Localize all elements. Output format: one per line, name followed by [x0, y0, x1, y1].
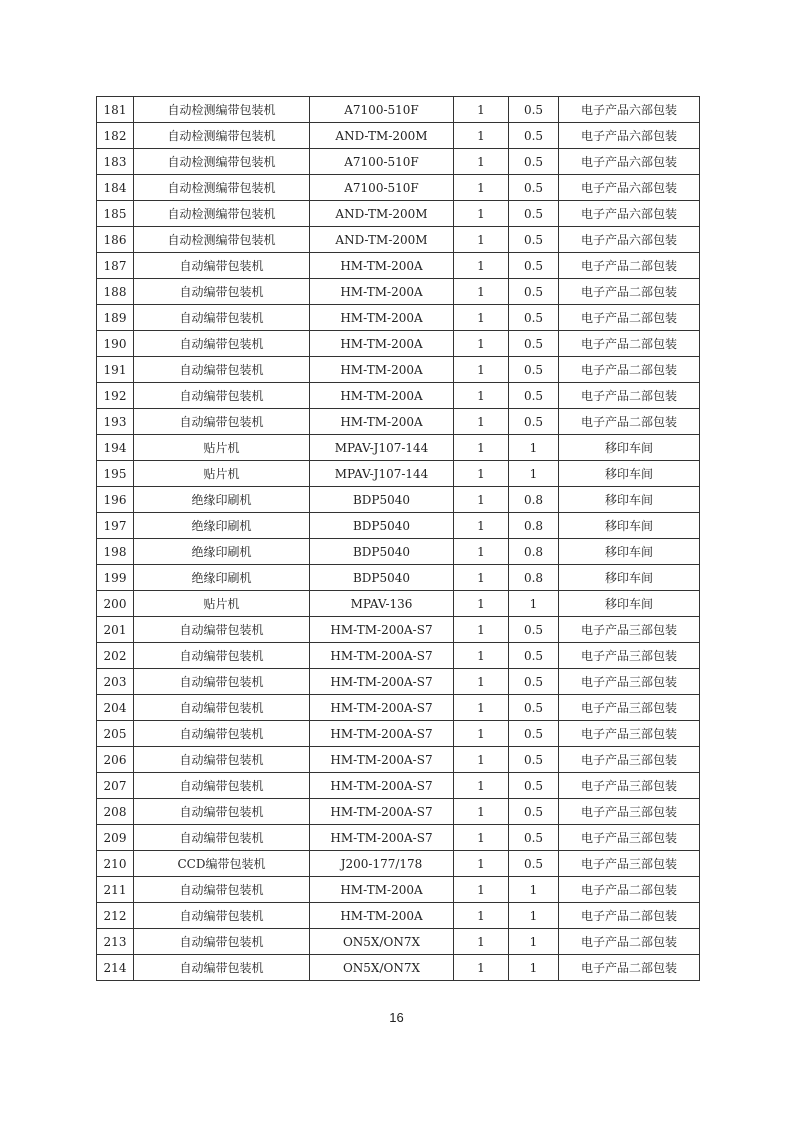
power-cell: 0.8 — [509, 513, 559, 539]
location-cell: 电子产品三部包装 — [559, 851, 700, 877]
table-row — [97, 513, 700, 539]
table-row — [97, 539, 700, 565]
model-cell: HM-TM-200A — [310, 877, 454, 903]
row-number-cell: 213 — [97, 929, 134, 955]
row-number-cell: 212 — [97, 903, 134, 929]
power-cell: 0.5 — [509, 123, 559, 149]
power-cell: 0.5 — [509, 617, 559, 643]
power-cell: 1 — [509, 435, 559, 461]
model-cell: HM-TM-200A — [310, 253, 454, 279]
location-cell: 移印车间 — [559, 461, 700, 487]
equipment-name-cell: 自动编带包装机 — [134, 773, 310, 799]
quantity-cell: 1 — [454, 487, 509, 513]
equipment-name-cell: 自动编带包装机 — [134, 747, 310, 773]
table-row — [97, 435, 700, 461]
location-cell: 电子产品二部包装 — [559, 409, 700, 435]
quantity-cell: 1 — [454, 773, 509, 799]
equipment-name-cell: 自动编带包装机 — [134, 357, 310, 383]
table-row — [97, 97, 700, 123]
equipment-name-cell: 自动编带包装机 — [134, 695, 310, 721]
location-cell: 电子产品三部包装 — [559, 617, 700, 643]
row-number-cell: 189 — [97, 305, 134, 331]
row-number-cell: 190 — [97, 331, 134, 357]
equipment-name-cell: 自动编带包装机 — [134, 721, 310, 747]
row-number-cell: 184 — [97, 175, 134, 201]
quantity-cell: 1 — [454, 695, 509, 721]
equipment-name-cell: 自动编带包装机 — [134, 643, 310, 669]
equipment-name-cell: 自动编带包装机 — [134, 877, 310, 903]
location-cell: 电子产品三部包装 — [559, 669, 700, 695]
model-cell: J200-177/178 — [310, 851, 454, 877]
model-cell: MPAV-136 — [310, 591, 454, 617]
location-cell: 移印车间 — [559, 539, 700, 565]
row-number-cell: 214 — [97, 955, 134, 981]
row-number-cell: 205 — [97, 721, 134, 747]
table-row — [97, 565, 700, 591]
row-number-cell: 197 — [97, 513, 134, 539]
table-row — [97, 877, 700, 903]
quantity-cell: 1 — [454, 227, 509, 253]
row-number-cell: 183 — [97, 149, 134, 175]
model-cell: HM-TM-200A-S7 — [310, 669, 454, 695]
model-cell: HM-TM-200A-S7 — [310, 825, 454, 851]
table-row — [97, 721, 700, 747]
quantity-cell: 1 — [454, 877, 509, 903]
table-row — [97, 903, 700, 929]
equipment-name-cell: 绝缘印刷机 — [134, 513, 310, 539]
row-number-cell: 192 — [97, 383, 134, 409]
power-cell: 0.5 — [509, 773, 559, 799]
row-number-cell: 209 — [97, 825, 134, 851]
equipment-name-cell: 自动检测编带包装机 — [134, 123, 310, 149]
quantity-cell: 1 — [454, 929, 509, 955]
row-number-cell: 191 — [97, 357, 134, 383]
model-cell: HM-TM-200A-S7 — [310, 721, 454, 747]
quantity-cell: 1 — [454, 903, 509, 929]
table-row — [97, 383, 700, 409]
model-cell: ON5X/ON7X — [310, 929, 454, 955]
quantity-cell: 1 — [454, 617, 509, 643]
quantity-cell: 1 — [454, 409, 509, 435]
power-cell: 0.5 — [509, 253, 559, 279]
location-cell: 移印车间 — [559, 487, 700, 513]
model-cell: HM-TM-200A — [310, 331, 454, 357]
equipment-name-cell: 自动编带包装机 — [134, 903, 310, 929]
location-cell: 电子产品三部包装 — [559, 747, 700, 773]
location-cell: 移印车间 — [559, 513, 700, 539]
power-cell: 0.5 — [509, 721, 559, 747]
row-number-cell: 200 — [97, 591, 134, 617]
model-cell: MPAV-J107-144 — [310, 461, 454, 487]
power-cell: 0.5 — [509, 97, 559, 123]
location-cell: 电子产品三部包装 — [559, 825, 700, 851]
model-cell: BDP5040 — [310, 513, 454, 539]
table-row — [97, 305, 700, 331]
model-cell: A7100-510F — [310, 175, 454, 201]
location-cell: 电子产品三部包装 — [559, 773, 700, 799]
row-number-cell: 203 — [97, 669, 134, 695]
quantity-cell: 1 — [454, 565, 509, 591]
location-cell: 移印车间 — [559, 435, 700, 461]
quantity-cell: 1 — [454, 591, 509, 617]
power-cell: 0.5 — [509, 409, 559, 435]
quantity-cell: 1 — [454, 253, 509, 279]
table-row — [97, 227, 700, 253]
equipment-name-cell: 自动编带包装机 — [134, 799, 310, 825]
model-cell: HM-TM-200A-S7 — [310, 695, 454, 721]
model-cell: HM-TM-200A — [310, 903, 454, 929]
power-cell: 1 — [509, 903, 559, 929]
power-cell: 1 — [509, 929, 559, 955]
quantity-cell: 1 — [454, 305, 509, 331]
equipment-name-cell: 贴片机 — [134, 591, 310, 617]
power-cell: 0.5 — [509, 357, 559, 383]
power-cell: 0.5 — [509, 201, 559, 227]
table-row — [97, 201, 700, 227]
location-cell: 电子产品六部包装 — [559, 97, 700, 123]
row-number-cell: 187 — [97, 253, 134, 279]
location-cell: 电子产品二部包装 — [559, 253, 700, 279]
equipment-name-cell: 自动编带包装机 — [134, 331, 310, 357]
model-cell: BDP5040 — [310, 565, 454, 591]
equipment-name-cell: 绝缘印刷机 — [134, 565, 310, 591]
row-number-cell: 188 — [97, 279, 134, 305]
power-cell: 0.5 — [509, 331, 559, 357]
location-cell: 移印车间 — [559, 565, 700, 591]
model-cell: ON5X/ON7X — [310, 955, 454, 981]
row-number-cell: 182 — [97, 123, 134, 149]
location-cell: 电子产品六部包装 — [559, 201, 700, 227]
power-cell: 0.8 — [509, 487, 559, 513]
table-row — [97, 773, 700, 799]
power-cell: 0.5 — [509, 227, 559, 253]
quantity-cell: 1 — [454, 149, 509, 175]
table-row — [97, 487, 700, 513]
table-row — [97, 825, 700, 851]
quantity-cell: 1 — [454, 461, 509, 487]
power-cell: 0.5 — [509, 643, 559, 669]
model-cell: HM-TM-200A-S7 — [310, 747, 454, 773]
equipment-name-cell: 自动编带包装机 — [134, 279, 310, 305]
power-cell: 0.5 — [509, 149, 559, 175]
equipment-name-cell: 自动编带包装机 — [134, 253, 310, 279]
table-row — [97, 929, 700, 955]
location-cell: 电子产品六部包装 — [559, 175, 700, 201]
power-cell: 0.5 — [509, 279, 559, 305]
power-cell: 0.5 — [509, 825, 559, 851]
table-row — [97, 747, 700, 773]
model-cell: HM-TM-200A — [310, 357, 454, 383]
model-cell: HM-TM-200A-S7 — [310, 773, 454, 799]
power-cell: 0.5 — [509, 747, 559, 773]
equipment-name-cell: 贴片机 — [134, 461, 310, 487]
row-number-cell: 206 — [97, 747, 134, 773]
equipment-name-cell: 自动检测编带包装机 — [134, 97, 310, 123]
location-cell: 电子产品二部包装 — [559, 279, 700, 305]
equipment-name-cell: 自动编带包装机 — [134, 825, 310, 851]
model-cell: HM-TM-200A — [310, 305, 454, 331]
equipment-name-cell: 绝缘印刷机 — [134, 487, 310, 513]
row-number-cell: 185 — [97, 201, 134, 227]
power-cell: 0.8 — [509, 539, 559, 565]
table-row — [97, 643, 700, 669]
row-number-cell: 199 — [97, 565, 134, 591]
location-cell: 电子产品六部包装 — [559, 227, 700, 253]
model-cell: HM-TM-200A — [310, 279, 454, 305]
table-row — [97, 175, 700, 201]
location-cell: 电子产品二部包装 — [559, 331, 700, 357]
power-cell: 0.8 — [509, 565, 559, 591]
model-cell: HM-TM-200A-S7 — [310, 617, 454, 643]
row-number-cell: 194 — [97, 435, 134, 461]
table-row — [97, 149, 700, 175]
quantity-cell: 1 — [454, 97, 509, 123]
model-cell: A7100-510F — [310, 149, 454, 175]
row-number-cell: 210 — [97, 851, 134, 877]
power-cell: 0.5 — [509, 851, 559, 877]
equipment-name-cell: 自动编带包装机 — [134, 409, 310, 435]
model-cell: BDP5040 — [310, 539, 454, 565]
table-row — [97, 253, 700, 279]
quantity-cell: 1 — [454, 669, 509, 695]
power-cell: 1 — [509, 955, 559, 981]
quantity-cell: 1 — [454, 279, 509, 305]
quantity-cell: 1 — [454, 721, 509, 747]
equipment-name-cell: 绝缘印刷机 — [134, 539, 310, 565]
quantity-cell: 1 — [454, 955, 509, 981]
table-row — [97, 851, 700, 877]
model-cell: HM-TM-200A-S7 — [310, 643, 454, 669]
location-cell: 电子产品三部包装 — [559, 721, 700, 747]
model-cell: MPAV-J107-144 — [310, 435, 454, 461]
power-cell: 0.5 — [509, 799, 559, 825]
quantity-cell: 1 — [454, 435, 509, 461]
quantity-cell: 1 — [454, 513, 509, 539]
table-row — [97, 123, 700, 149]
quantity-cell: 1 — [454, 201, 509, 227]
page-number: 16 — [389, 1010, 404, 1025]
row-number-cell: 208 — [97, 799, 134, 825]
equipment-table — [96, 96, 700, 981]
location-cell: 电子产品二部包装 — [559, 955, 700, 981]
table-row — [97, 331, 700, 357]
equipment-name-cell: 自动检测编带包装机 — [134, 175, 310, 201]
equipment-name-cell: 自动编带包装机 — [134, 955, 310, 981]
quantity-cell: 1 — [454, 123, 509, 149]
equipment-name-cell: 自动检测编带包装机 — [134, 149, 310, 175]
power-cell: 0.5 — [509, 669, 559, 695]
table-row — [97, 279, 700, 305]
table-row — [97, 695, 700, 721]
row-number-cell: 207 — [97, 773, 134, 799]
quantity-cell: 1 — [454, 357, 509, 383]
model-cell: AND-TM-200M — [310, 201, 454, 227]
table-row — [97, 799, 700, 825]
equipment-name-cell: 自动编带包装机 — [134, 305, 310, 331]
location-cell: 电子产品二部包装 — [559, 357, 700, 383]
location-cell: 电子产品三部包装 — [559, 799, 700, 825]
quantity-cell: 1 — [454, 851, 509, 877]
row-number-cell: 211 — [97, 877, 134, 903]
quantity-cell: 1 — [454, 175, 509, 201]
equipment-name-cell: 自动检测编带包装机 — [134, 227, 310, 253]
location-cell: 电子产品三部包装 — [559, 695, 700, 721]
table-row — [97, 591, 700, 617]
row-number-cell: 202 — [97, 643, 134, 669]
row-number-cell: 201 — [97, 617, 134, 643]
table-row — [97, 357, 700, 383]
equipment-name-cell: 自动检测编带包装机 — [134, 201, 310, 227]
power-cell: 0.5 — [509, 695, 559, 721]
equipment-name-cell: CCD编带包装机 — [134, 851, 310, 877]
location-cell: 电子产品六部包装 — [559, 123, 700, 149]
location-cell: 移印车间 — [559, 591, 700, 617]
model-cell: HM-TM-200A — [310, 409, 454, 435]
model-cell: AND-TM-200M — [310, 123, 454, 149]
quantity-cell: 1 — [454, 799, 509, 825]
location-cell: 电子产品三部包装 — [559, 643, 700, 669]
row-number-cell: 195 — [97, 461, 134, 487]
equipment-table-body — [97, 97, 700, 981]
row-number-cell: 181 — [97, 97, 134, 123]
equipment-name-cell: 自动编带包装机 — [134, 383, 310, 409]
quantity-cell: 1 — [454, 383, 509, 409]
table-row — [97, 955, 700, 981]
table-row — [97, 669, 700, 695]
location-cell: 电子产品二部包装 — [559, 305, 700, 331]
model-cell: HM-TM-200A-S7 — [310, 799, 454, 825]
equipment-name-cell: 贴片机 — [134, 435, 310, 461]
quantity-cell: 1 — [454, 539, 509, 565]
row-number-cell: 204 — [97, 695, 134, 721]
equipment-name-cell: 自动编带包装机 — [134, 929, 310, 955]
quantity-cell: 1 — [454, 643, 509, 669]
row-number-cell: 193 — [97, 409, 134, 435]
model-cell: AND-TM-200M — [310, 227, 454, 253]
equipment-name-cell: 自动编带包装机 — [134, 617, 310, 643]
row-number-cell: 186 — [97, 227, 134, 253]
power-cell: 1 — [509, 591, 559, 617]
power-cell: 1 — [509, 461, 559, 487]
equipment-name-cell: 自动编带包装机 — [134, 669, 310, 695]
model-cell: BDP5040 — [310, 487, 454, 513]
row-number-cell: 198 — [97, 539, 134, 565]
table-row — [97, 461, 700, 487]
table-row — [97, 617, 700, 643]
location-cell: 电子产品六部包装 — [559, 149, 700, 175]
location-cell: 电子产品二部包装 — [559, 903, 700, 929]
model-cell: A7100-510F — [310, 97, 454, 123]
row-number-cell: 196 — [97, 487, 134, 513]
quantity-cell: 1 — [454, 331, 509, 357]
table-row — [97, 409, 700, 435]
location-cell: 电子产品二部包装 — [559, 929, 700, 955]
power-cell: 0.5 — [509, 383, 559, 409]
quantity-cell: 1 — [454, 825, 509, 851]
power-cell: 0.5 — [509, 305, 559, 331]
location-cell: 电子产品二部包装 — [559, 383, 700, 409]
model-cell: HM-TM-200A — [310, 383, 454, 409]
power-cell: 1 — [509, 877, 559, 903]
quantity-cell: 1 — [454, 747, 509, 773]
power-cell: 0.5 — [509, 175, 559, 201]
location-cell: 电子产品二部包装 — [559, 877, 700, 903]
